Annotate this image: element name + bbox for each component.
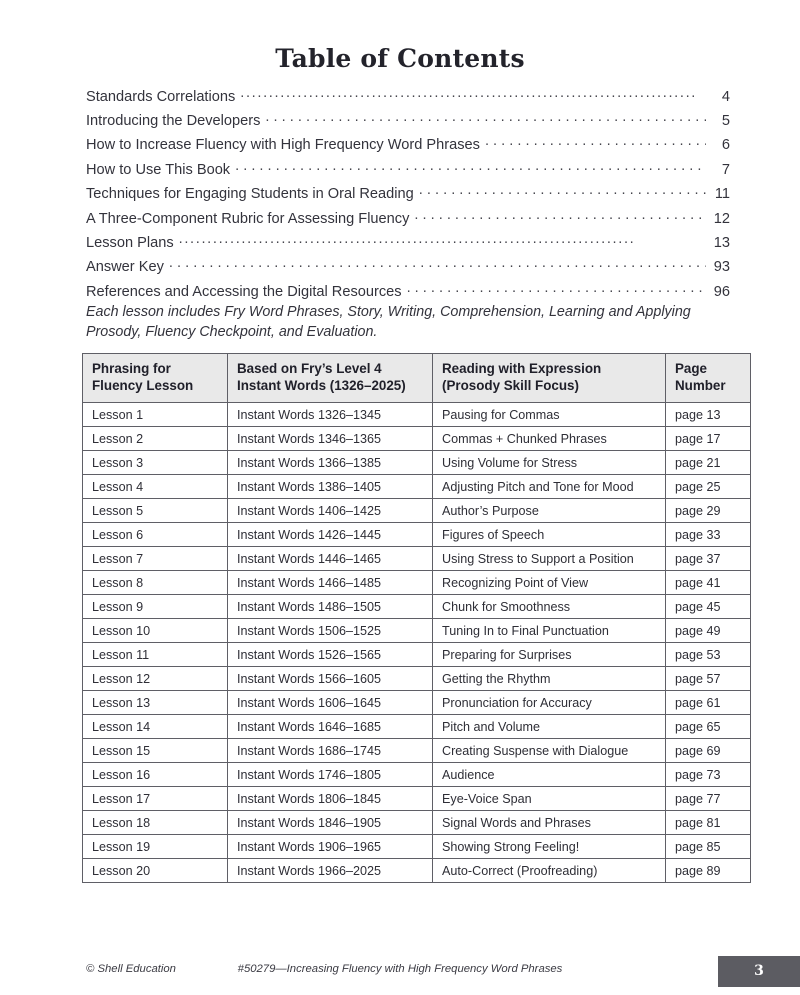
cell-page: page 57 xyxy=(666,667,751,691)
cell-page: page 89 xyxy=(666,859,751,883)
cell-instant-words: Instant Words 1526–1565 xyxy=(228,643,433,667)
table-row xyxy=(83,403,751,427)
table-row xyxy=(83,667,751,691)
page-title: Table of Contents xyxy=(275,44,525,73)
cell-instant-words: Instant Words 1446–1465 xyxy=(228,547,433,571)
cell-instant-words: Instant Words 1846–1905 xyxy=(228,811,433,835)
cell-prosody-skill: Recognizing Point of View xyxy=(433,571,666,595)
cell-prosody-skill: Author’s Purpose xyxy=(433,499,666,523)
table-header-row xyxy=(83,354,751,403)
cell-instant-words: Instant Words 1966–2025 xyxy=(228,859,433,883)
column-header-line-2: Instant Words (1326–2025) xyxy=(237,377,406,393)
cell-instant-words: Instant Words 1386–1405 xyxy=(228,475,433,499)
table-row xyxy=(83,835,751,859)
cell-lesson: Lesson 20 xyxy=(83,859,228,883)
cell-page: page 33 xyxy=(666,523,751,547)
toc-entry[interactable] xyxy=(86,232,730,256)
cell-prosody-skill: Pausing for Commas xyxy=(433,403,666,427)
cell-lesson: Lesson 8 xyxy=(83,571,228,595)
table-row xyxy=(83,595,751,619)
cell-page: page 13 xyxy=(666,403,751,427)
table-row xyxy=(83,427,751,451)
toc-entry-label: Techniques for Engaging Students in Oral Reading xyxy=(86,186,414,203)
cell-prosody-skill: Using Stress to Support a Position xyxy=(433,547,666,571)
cell-page: page 37 xyxy=(666,547,751,571)
cell-instant-words: Instant Words 1646–1685 xyxy=(228,715,433,739)
cell-page: page 69 xyxy=(666,739,751,763)
cell-lesson: Lesson 5 xyxy=(83,499,228,523)
cell-prosody-skill: Audience xyxy=(433,763,666,787)
table-row xyxy=(83,643,751,667)
toc-entry[interactable] xyxy=(86,135,730,159)
cell-instant-words: Instant Words 1326–1345 xyxy=(228,403,433,427)
cell-page: page 41 xyxy=(666,571,751,595)
cell-instant-words: Instant Words 1426–1445 xyxy=(228,523,433,547)
cell-lesson: Lesson 4 xyxy=(83,475,228,499)
cell-page: page 49 xyxy=(666,619,751,643)
cell-prosody-skill: Commas + Chunked Phrases xyxy=(433,427,666,451)
cell-page: page 21 xyxy=(666,451,751,475)
column-header-line-1: Phrasing for xyxy=(92,361,171,376)
toc-entry[interactable] xyxy=(86,208,730,232)
cell-prosody-skill: Getting the Rhythm xyxy=(433,667,666,691)
toc-dot-leader xyxy=(485,135,706,150)
column-header-reading-with-expression xyxy=(433,354,666,403)
cell-page: page 45 xyxy=(666,595,751,619)
cell-lesson: Lesson 2 xyxy=(83,427,228,451)
column-header-line-2: Fluency Lesson xyxy=(92,377,194,393)
footer-copyright: © Shell Education xyxy=(86,963,176,975)
cell-lesson: Lesson 10 xyxy=(83,619,228,643)
cell-lesson: Lesson 19 xyxy=(83,835,228,859)
cell-page: page 85 xyxy=(666,835,751,859)
cell-page: page 77 xyxy=(666,787,751,811)
cell-instant-words: Instant Words 1406–1425 xyxy=(228,499,433,523)
column-header-line-2: (Prosody Skill Focus) xyxy=(442,377,579,393)
toc-dot-leader xyxy=(407,281,706,296)
toc-entry[interactable] xyxy=(86,257,730,281)
cell-lesson: Lesson 15 xyxy=(83,739,228,763)
cell-lesson: Lesson 11 xyxy=(83,643,228,667)
toc-entry-page-number: 4 xyxy=(721,88,730,105)
toc-dot-leader xyxy=(240,86,706,101)
toc-dot-leader xyxy=(414,208,706,223)
cell-instant-words: Instant Words 1366–1385 xyxy=(228,451,433,475)
cell-page: page 81 xyxy=(666,811,751,835)
column-header-line-2: Number xyxy=(675,377,726,393)
table-row xyxy=(83,451,751,475)
column-header-phrasing-for-fluency-lesson xyxy=(83,354,228,403)
table-row xyxy=(83,499,751,523)
cell-page: page 61 xyxy=(666,691,751,715)
table-row xyxy=(83,859,751,883)
cell-prosody-skill: Preparing for Surprises xyxy=(433,643,666,667)
cell-page: page 17 xyxy=(666,427,751,451)
cell-prosody-skill: Creating Suspense with Dialogue xyxy=(433,739,666,763)
table-row xyxy=(83,523,751,547)
cell-instant-words: Instant Words 1506–1525 xyxy=(228,619,433,643)
cell-prosody-skill: Chunk for Smoothness xyxy=(433,595,666,619)
table-row xyxy=(83,691,751,715)
column-header-line-1: Reading with Expression xyxy=(442,361,602,376)
cell-prosody-skill: Signal Words and Phrases xyxy=(433,811,666,835)
cell-prosody-skill: Figures of Speech xyxy=(433,523,666,547)
cell-lesson: Lesson 3 xyxy=(83,451,228,475)
cell-page: page 53 xyxy=(666,643,751,667)
cell-lesson: Lesson 12 xyxy=(83,667,228,691)
cell-prosody-skill: Auto-Correct (Proofreading) xyxy=(433,859,666,883)
cell-prosody-skill: Adjusting Pitch and Tone for Mood xyxy=(433,475,666,499)
table-row xyxy=(83,619,751,643)
cell-prosody-skill: Pitch and Volume xyxy=(433,715,666,739)
toc-entry[interactable] xyxy=(86,86,730,110)
cell-instant-words: Instant Words 1466–1485 xyxy=(228,571,433,595)
cell-lesson: Lesson 16 xyxy=(83,763,228,787)
cell-instant-words: Instant Words 1606–1645 xyxy=(228,691,433,715)
table-row xyxy=(83,715,751,739)
cell-lesson: Lesson 14 xyxy=(83,715,228,739)
column-header-page-number xyxy=(666,354,751,403)
toc-dot-leader xyxy=(235,159,706,174)
cell-prosody-skill: Pronunciation for Accuracy xyxy=(433,691,666,715)
cell-page: page 65 xyxy=(666,715,751,739)
cell-instant-words: Instant Words 1746–1805 xyxy=(228,763,433,787)
toc-dot-leader xyxy=(169,257,706,272)
toc-entry-label: Lesson Plans xyxy=(86,234,174,251)
cell-instant-words: Instant Words 1486–1505 xyxy=(228,595,433,619)
toc-entry-page-number: 12 xyxy=(713,210,730,227)
lesson-overview-table xyxy=(82,353,751,883)
toc-entry[interactable] xyxy=(86,281,730,305)
toc-dot-leader xyxy=(265,110,706,125)
toc-entry-page-number: 7 xyxy=(721,161,730,178)
column-header-line-1: Based on Fry’s Level 4 xyxy=(237,361,382,376)
column-header-line-1: Page xyxy=(675,361,708,376)
toc-entry-label: How to Use This Book xyxy=(86,161,231,178)
cell-instant-words: Instant Words 1906–1965 xyxy=(228,835,433,859)
toc-entry-label: Answer Key xyxy=(86,259,164,276)
footer-page-number: 3 xyxy=(754,963,764,979)
cell-instant-words: Instant Words 1346–1365 xyxy=(228,427,433,451)
table-of-contents-list xyxy=(86,86,730,306)
toc-entry-page-number: 93 xyxy=(713,259,730,276)
cell-lesson: Lesson 9 xyxy=(83,595,228,619)
table-row xyxy=(83,763,751,787)
lesson-contents-note: Each lesson includes Fry Word Phrases, Story, Writing, Comprehension, Learning and Applying Prosody, Fluency Checkpoint, and Evaluation. xyxy=(86,304,691,340)
column-header-instant-words xyxy=(228,354,433,403)
cell-prosody-skill: Eye-Voice Span xyxy=(433,787,666,811)
toc-entry-label: Standards Correlations xyxy=(86,88,236,105)
toc-entry-page-number: 96 xyxy=(713,283,730,300)
cell-lesson: Lesson 13 xyxy=(83,691,228,715)
cell-page: page 73 xyxy=(666,763,751,787)
cell-prosody-skill: Tuning In to Final Punctuation xyxy=(433,619,666,643)
cell-lesson: Lesson 17 xyxy=(83,787,228,811)
cell-prosody-skill: Showing Strong Feeling! xyxy=(433,835,666,859)
table-row xyxy=(83,475,751,499)
toc-entry-page-number: 5 xyxy=(721,112,730,129)
toc-entry-label: How to Increase Fluency with High Frequency Word Phrases xyxy=(86,137,480,154)
table-row xyxy=(83,547,751,571)
toc-entry-label: References and Accessing the Digital Resources xyxy=(86,283,402,300)
toc-entry-page-number: 6 xyxy=(721,137,730,154)
cell-prosody-skill: Using Volume for Stress xyxy=(433,451,666,475)
toc-entry-page-number: 13 xyxy=(713,234,730,251)
toc-entry-label: Introducing the Developers xyxy=(86,112,261,129)
toc-entry-page-number: 11 xyxy=(714,186,730,203)
table-row xyxy=(83,571,751,595)
toc-entry[interactable] xyxy=(86,184,730,208)
toc-entry[interactable] xyxy=(86,110,730,134)
toc-dot-leader xyxy=(179,232,706,247)
cell-page: page 25 xyxy=(666,475,751,499)
table-row xyxy=(83,811,751,835)
footer-book-reference: #50279—Increasing Fluency with High Frequency Word Phrases xyxy=(237,963,563,975)
cell-instant-words: Instant Words 1686–1745 xyxy=(228,739,433,763)
cell-page: page 29 xyxy=(666,499,751,523)
table-row xyxy=(83,739,751,763)
table-row xyxy=(83,787,751,811)
cell-lesson: Lesson 7 xyxy=(83,547,228,571)
cell-instant-words: Instant Words 1806–1845 xyxy=(228,787,433,811)
toc-entry-label: A Three-Component Rubric for Assessing Fluency xyxy=(86,210,410,227)
cell-lesson: Lesson 6 xyxy=(83,523,228,547)
cell-lesson: Lesson 18 xyxy=(83,811,228,835)
toc-dot-leader xyxy=(419,184,706,199)
toc-entry[interactable] xyxy=(86,159,730,183)
cell-instant-words: Instant Words 1566–1605 xyxy=(228,667,433,691)
cell-lesson: Lesson 1 xyxy=(83,403,228,427)
